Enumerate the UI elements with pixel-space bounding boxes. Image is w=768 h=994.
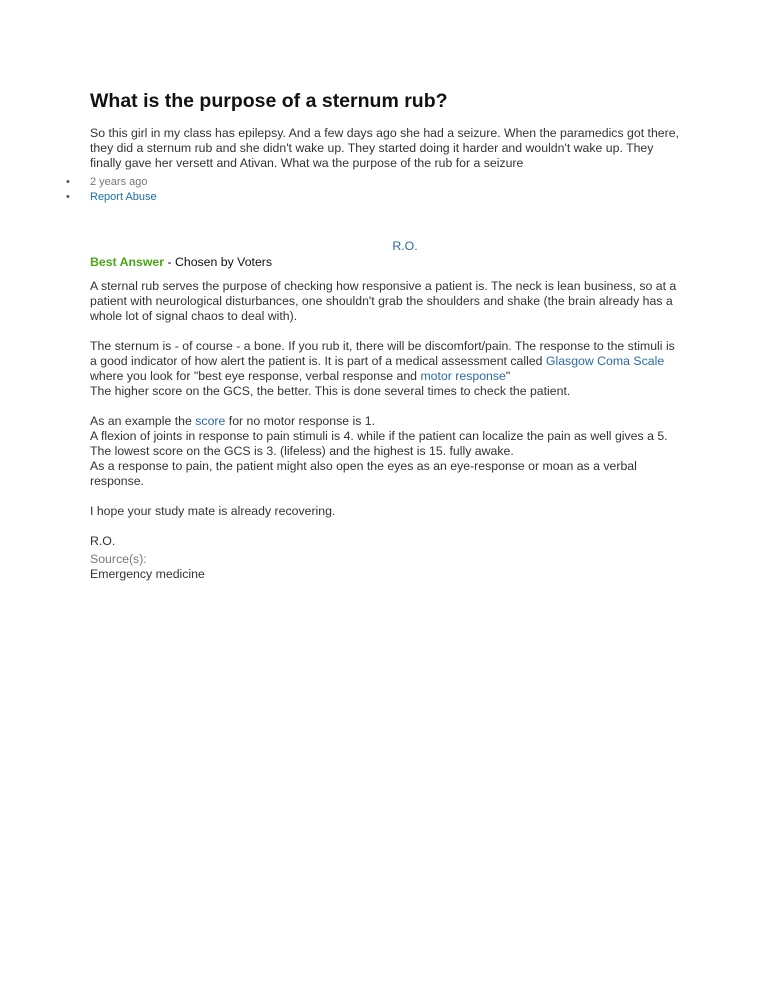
best-answer-header [90,255,680,270]
answer-body [90,279,680,549]
answer-paragraph-4: I hope your study mate is already recovering. [90,504,336,518]
answer-text: The sternum is - of course - a bone. If you rub it, there will be discomfort/pain. The response to the stimuli is a good indicator of how alert the patient is. It is part of a medical assessment called [90,339,675,368]
answer-paragraph-1: A sternal rub serves the purpose of checking how responsive a patient is. The neck is lean business, so at a patient with neurological disturbances, one shouldn't grab the shoulders and shake (the brain already has a whole lot of signal chaos to deal with). [90,279,677,323]
answer-text: As a response to pain, the patient might also open the eyes as an eye-response or moan as a verbal response. [90,459,637,488]
answer-paragraph-3 [90,414,680,489]
answer-paragraph-2 [90,339,680,399]
glasgow-coma-scale-link[interactable]: Glasgow Coma Scale [545,354,665,368]
answerer-name [90,239,680,254]
meta-time-item [66,175,680,190]
answer-text: The lowest score on the GCS is 3. (lifeless) and the highest is 15. fully awake. [90,444,514,458]
meta-report-item [66,190,680,205]
answer-text: As an example the [90,414,196,428]
answer-text: " [505,369,511,383]
page-content [66,88,680,582]
sources-label: Source(s): [90,552,147,566]
best-answer-label: Best Answer [90,255,165,269]
question-title: What is the purpose of a sternum rub? [90,90,448,112]
question-meta [66,175,680,205]
question-time: 2 years ago [90,176,148,188]
answer-signoff: R.O. [90,534,116,548]
score-link[interactable]: score [195,414,226,428]
motor-response-link[interactable]: motor response [420,369,506,383]
sources-value: Emergency medicine [90,567,205,581]
answer-text: A flexion of joints in response to pain stimuli is 4. while if the patient can localize the pain as well gives a 5. [90,429,668,443]
question-body: So this girl in my class has epilepsy. And a few days ago she had a seizure. When the paramedics got there, they did a sternum rub and she didn't wake up. They started doing it harder and wouldn't wake up. They finally gave her versett and Ativan. What wa the purpose of the rub for a seizure [90,126,679,170]
answer-text: where you look for "best eye response, verbal response and [90,369,421,383]
bullet-icon: • [66,176,70,188]
report-abuse-link[interactable]: Report Abuse [90,191,157,203]
answer-text: for no motor response is 1. [225,414,376,428]
answer-text: The higher score on the GCS, the better. This is done several times to check the patient. [90,384,571,398]
bullet-icon: • [66,191,70,203]
chosen-by-text: - Chosen by Voters [164,255,273,269]
answerer-link[interactable]: R.O. [392,239,418,253]
